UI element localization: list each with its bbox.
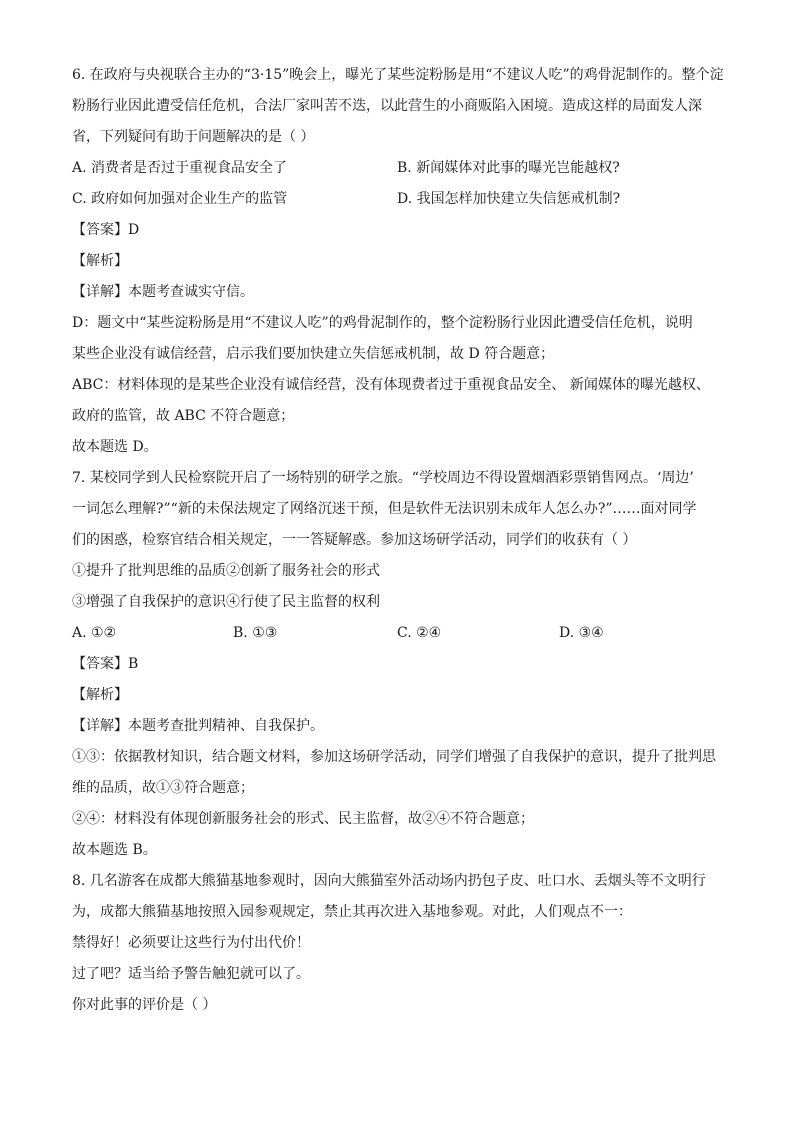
q7-statement-line-2: ③增强了自我保护的意识④行使了民主监督的权利 <box>72 594 380 610</box>
q6-detail-line-2: D：题文中“某些淀粉肠是用“不建议人吃”的鸡骨泥制作的，整个淀粉肠行业因此遭受信任危机，说明 <box>72 315 693 331</box>
q6-answer: 【答案】D <box>72 222 140 238</box>
q8-view-1: 禁得好！必须要让这些行为付出代价！ <box>72 935 310 951</box>
q7-answer: 【答案】B <box>72 656 139 672</box>
q6-analysis-heading: 【解析】 <box>72 253 128 269</box>
q6-stem-line-2: 粉肠行业因此遭受信任危机，合法厂家叫苦不迭，以此营生的小商贩陷入困境。造成这样的局面发人深 <box>72 98 702 114</box>
q6-detail-line-3: 某些企业没有诚信经营，启示我们要加快建立失信惩戒机制，故 D 符合题意； <box>72 346 555 362</box>
q8-view-2: 过了吧？适当给予警告触犯就可以了。 <box>72 966 310 982</box>
q6-stem-line-3: 省，下列疑问有助于问题解决的是（ ） <box>72 129 315 145</box>
q6-options-row-1 <box>72 153 724 184</box>
q6-stem-line-1: 6. 在政府与央视联合主办的“3·15”晚会上，曝光了某些淀粉肠是用“不建议人吃”的鸡骨泥制作的。整个淀 <box>72 67 724 83</box>
q6-option-a: A. 消费者是否过于重视食品安全了 <box>72 160 288 176</box>
q7-detail-line-4: ②④：材料没有体现创新服务社会的形式、民主监督，故②④不符合题意； <box>72 811 534 827</box>
document-page <box>72 60 724 1021</box>
q6-option-b: B. 新闻媒体对此事的曝光岂能越权? <box>397 160 620 176</box>
q7-stem-line-1: 7. 某校同学到人民检察院开启了一场特别的研学之旅。“学校周边不得设置烟酒彩票销售网点。‘周边’ <box>72 470 694 486</box>
q6-options-row-2 <box>72 184 724 215</box>
q6-detail-line-1: 【详解】本题考查诚实守信。 <box>72 284 254 300</box>
q8-prompt: 你对此事的评价是（ ） <box>72 997 217 1013</box>
q6-option-d: D. 我国怎样加快建立失信惩戒机制? <box>397 191 621 207</box>
question-8 <box>72 866 724 1021</box>
q7-conclusion: 故本题选 B。 <box>72 842 157 858</box>
question-7 <box>72 463 724 866</box>
q7-stem-line-3: 们的困惑，检察官结合相关规定，一一答疑解惑。参加这场研学活动，同学们的收获有（ ） <box>72 532 637 548</box>
q7-analysis-heading: 【解析】 <box>72 687 128 703</box>
q7-detail-line-2: ①③：依据教材知识，结合题文材料，参加这场研学活动，同学们增强了自我保护的意识，提升了批判思 <box>72 749 716 765</box>
q6-option-c: C. 政府如何加强对企业生产的监管 <box>72 191 288 207</box>
q8-stem-line-2: 为，成都大熊猫基地按照入园参观规定，禁止其再次进入基地参观。对此，人们观点不一： <box>72 904 632 920</box>
q7-options-row <box>72 618 724 649</box>
q7-option-c: C. ②④ <box>397 625 442 641</box>
q6-detail-line-5: 政府的监管，故 ABC 不符合题意； <box>72 408 295 424</box>
question-6 <box>72 60 724 463</box>
q7-detail-line-3: 维的品质，故①③符合题意； <box>72 780 254 796</box>
q7-option-a: A. ①② <box>72 625 117 641</box>
q7-option-d: D. ③④ <box>559 625 604 641</box>
q7-statement-line-1: ①提升了批判思维的品质②创新了服务社会的形式 <box>72 563 380 579</box>
q7-option-b: B. ①③ <box>233 625 278 641</box>
q6-detail-line-4: ABC：材料体现的是某些企业没有诚信经营，没有体现费者过于重视食品安全、 新闻媒体的曝光越权、 <box>72 377 710 393</box>
q7-detail-line-1: 【详解】本题考查批判精神、自我保护。 <box>72 718 324 734</box>
q6-conclusion: 故本题选 D。 <box>72 439 158 455</box>
q8-stem-line-1: 8. 几名游客在成都大熊猫基地参观时，因向大熊猫室外活动场内扔包子皮、吐口水、丢烟头等不文明行 <box>72 873 706 889</box>
q7-stem-line-2: 一词怎么理解?”“新的未保法规定了网络沉迷干预，但是软件无法识别未成年人怎么办?”……面对同学 <box>72 501 697 517</box>
